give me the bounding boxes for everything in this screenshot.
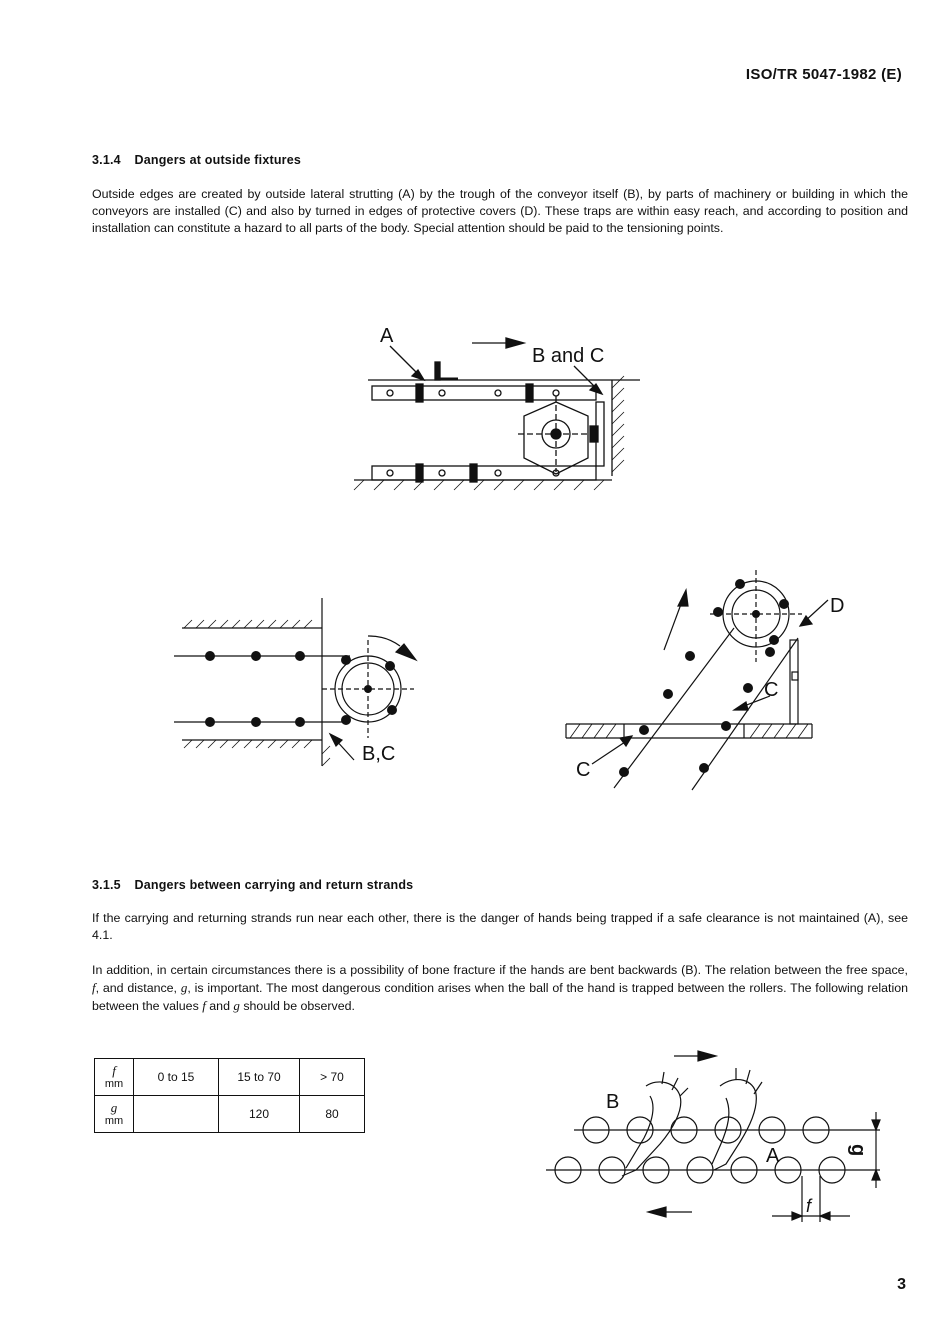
symbol-f: f bbox=[202, 998, 206, 1013]
label-b-c: B,C bbox=[362, 743, 396, 765]
section-number: 3.1.5 bbox=[92, 878, 121, 892]
section-title: Dangers at outside fixtures bbox=[134, 153, 302, 167]
symbol-g: g bbox=[233, 998, 240, 1013]
table-row bbox=[95, 1096, 365, 1133]
label-c-lower: C bbox=[576, 759, 591, 781]
figure-outside-fixtures-right bbox=[566, 568, 856, 798]
table-cell: 15 to 70 bbox=[219, 1059, 300, 1096]
table-cell: 0 to 15 bbox=[134, 1059, 219, 1096]
unit: mm bbox=[104, 1077, 124, 1090]
symbol-g: g bbox=[110, 1099, 118, 1115]
label-b: B bbox=[606, 1091, 620, 1113]
symbol-f: f bbox=[92, 980, 96, 995]
row-header-g bbox=[95, 1096, 134, 1133]
figure-hands-between-strands bbox=[540, 1046, 886, 1228]
unit: mm bbox=[104, 1114, 124, 1127]
label-d: D bbox=[830, 595, 845, 617]
figure-outside-fixtures-left bbox=[172, 590, 432, 790]
section-3-1-5-paragraph-1: If the carrying and returning strands run near each other, there is the danger of hands being trapped if a safe clearance is not maintained (A), see 4.1. bbox=[92, 911, 908, 942]
section-3-1-4-paragraph: Outside edges are created by outside lateral strutting (A) by the trough of the conveyor itself (B), by parts of machinery or building in which the conveyors are installed (C) and also by turned in edges of protective covers (D). These traps are within easy reach, and according to position and installation can constitute a hazard to all parts of the body. Special attention should be paid to the tensioning points. bbox=[92, 187, 908, 235]
section-3-1-4-heading bbox=[92, 153, 301, 167]
table-cell: 120 bbox=[219, 1096, 300, 1133]
table-cell: 80 bbox=[300, 1096, 365, 1133]
section-title: Dangers between carrying and return strands bbox=[134, 878, 414, 892]
text-run: and bbox=[205, 999, 234, 1013]
label-c-upper: C bbox=[764, 679, 779, 701]
text-run: In addition, in certain circumstances there is a possibility of bone fracture if the hands are bent backwards (B). The relation between the free space, bbox=[92, 963, 908, 977]
label-b-and-c: B and C bbox=[532, 345, 605, 367]
text-run: , and distance, bbox=[95, 981, 181, 995]
page-number: 3 bbox=[897, 1276, 906, 1293]
section-3-1-5-heading bbox=[92, 878, 413, 892]
document-id-header: ISO/TR 5047-1982 (E) bbox=[745, 66, 902, 83]
label-f: f bbox=[806, 1196, 812, 1216]
label-a: A bbox=[766, 1145, 780, 1167]
symbol-f: f bbox=[112, 1062, 116, 1078]
label-a: A bbox=[380, 325, 394, 347]
row-header-f bbox=[95, 1059, 134, 1096]
text-run: , is important. The most dangerous condition arises when the ball of the hand is trapped between the rollers. The following relation between the values bbox=[92, 981, 908, 1013]
section-number: 3.1.4 bbox=[92, 153, 121, 167]
text-run: should be observed. bbox=[239, 999, 355, 1013]
symbol-g: g bbox=[180, 980, 188, 995]
label-g: g bbox=[847, 1144, 869, 1157]
table-cell: > 70 bbox=[300, 1059, 365, 1096]
f-g-relation-table bbox=[94, 1058, 365, 1133]
section-3-1-5-paragraph-2 bbox=[92, 962, 908, 1015]
table-cell bbox=[134, 1096, 219, 1133]
table-row bbox=[95, 1059, 365, 1096]
figure-outside-fixtures-top bbox=[340, 318, 660, 498]
